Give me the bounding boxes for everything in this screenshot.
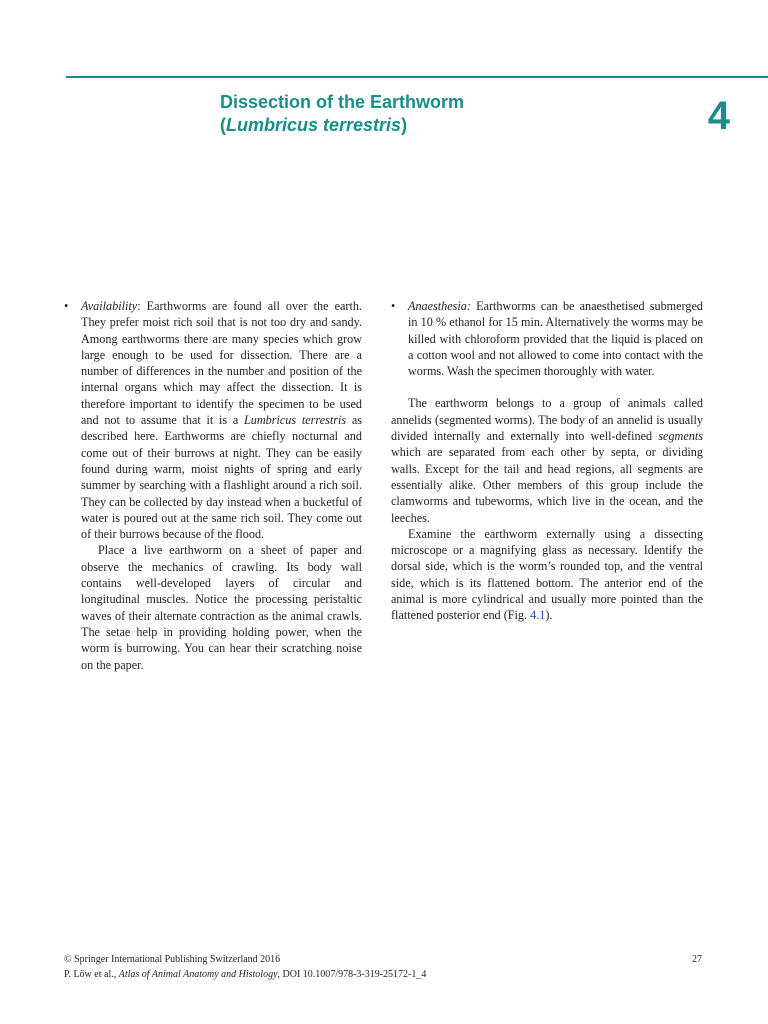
annelid-paragraph	[391, 395, 703, 525]
availability-species: Lumbricus terrestris	[243, 413, 347, 428]
citation-book: Atlas of Animal Anatomy and Histology	[118, 969, 278, 980]
examine-paragraph	[391, 526, 703, 624]
chapter-title-line1: Dissection of the Earthworm	[220, 92, 465, 112]
page-footer	[64, 952, 704, 982]
crawling-paragraph: Place a live earthworm on a sheet of paper and observe the mechanics of crawling. Its body wall contains well-developed layers of circular and longitudinal muscles. Notice the processing peristaltic waves of their alternate contraction as the animal crawls. The setae help in providing holding power, when the worm is burrowing. You can hear their scratching noise on the paper.	[81, 543, 362, 672]
right-column	[391, 298, 703, 624]
citation-authors: P. Lőw et al.,	[64, 969, 119, 980]
annelid-text-a: The earthworm belongs to a group of animals called annelids (segmented worms). The body of an annelid is usually divided internally and externally into well-defined	[391, 396, 703, 444]
chapter-title-paren-open: (	[220, 115, 226, 135]
availability-text-2: as described here. Earthworms are chiefly nocturnal and come out of their burrows at night. They can be easily found during warm, moist nights of spring and early summer by searching with a flashlight around a rich soil. They can be collected by day instead when a bucketful of water is poured out at the same rich soil. They come out of their burrows because of the flood.	[81, 413, 362, 542]
citation-doi: , DOI 10.1007/978-3-319-25172-1_4	[277, 969, 427, 980]
chapter-title-species: Lumbricus terrestris	[226, 115, 402, 135]
examine-text-b: ).	[545, 608, 553, 623]
bullet-marker: •	[64, 299, 69, 313]
segments-term: segments	[658, 429, 703, 444]
examine-text-a: Examine the earthworm externally using a dissecting microscope or a magnifying glass as necessary. Identify the dorsal side, which is the worm’s rounded top, and the ventral side, which is its flattened bottom. The anterior end of the animal is more cylindrical and usually more pointed than the flattened posterior end (Fig.	[391, 526, 703, 623]
figure-reference-link[interactable]: 4.1	[530, 608, 546, 623]
anaesthesia-bullet	[391, 298, 703, 379]
chapter-title-paren-close: )	[401, 115, 408, 135]
anaesthesia-text: Earthworms can be anaesthetised submerged in 10 % ethanol for 15 min. Alternatively the worms may be killed with chloroform provided that the liquid is placed on a cotton wool and not allowed to come into contact with the worms. Wash the specimen thoroughly with water.	[408, 299, 703, 379]
bullet-marker: •	[391, 299, 396, 313]
page-number: 27	[692, 954, 702, 965]
availability-bullet	[64, 298, 362, 542]
left-column	[64, 298, 362, 673]
availability-text-1: : Earthworms are found all over the earth. They prefer moist rich soil that is not too dry and sandy. Among earthworms there are many species which grow large enough to be used for dissection. There are a number of differences in the number and position of the internal organs which may affect the dissection. It is therefore important to identify the specimen to be used and not to assume that it is a	[81, 299, 362, 428]
annelid-text-b: which are separated from each other by septa, or dividing walls. Except for the tail and head regions, all segments are essentially alike. Other members of this group include the clamworms and tubeworms, which live in the ocean, and the leeches.	[391, 445, 703, 525]
citation-line	[64, 967, 704, 982]
header-rule	[66, 76, 768, 78]
chapter-title	[220, 91, 640, 137]
copyright-line: © Springer International Publishing Switzerland 2016	[64, 954, 281, 965]
availability-term: Availability	[81, 299, 138, 313]
anaesthesia-term: Anaesthesia:	[408, 299, 471, 313]
chapter-number: 4	[707, 94, 730, 138]
